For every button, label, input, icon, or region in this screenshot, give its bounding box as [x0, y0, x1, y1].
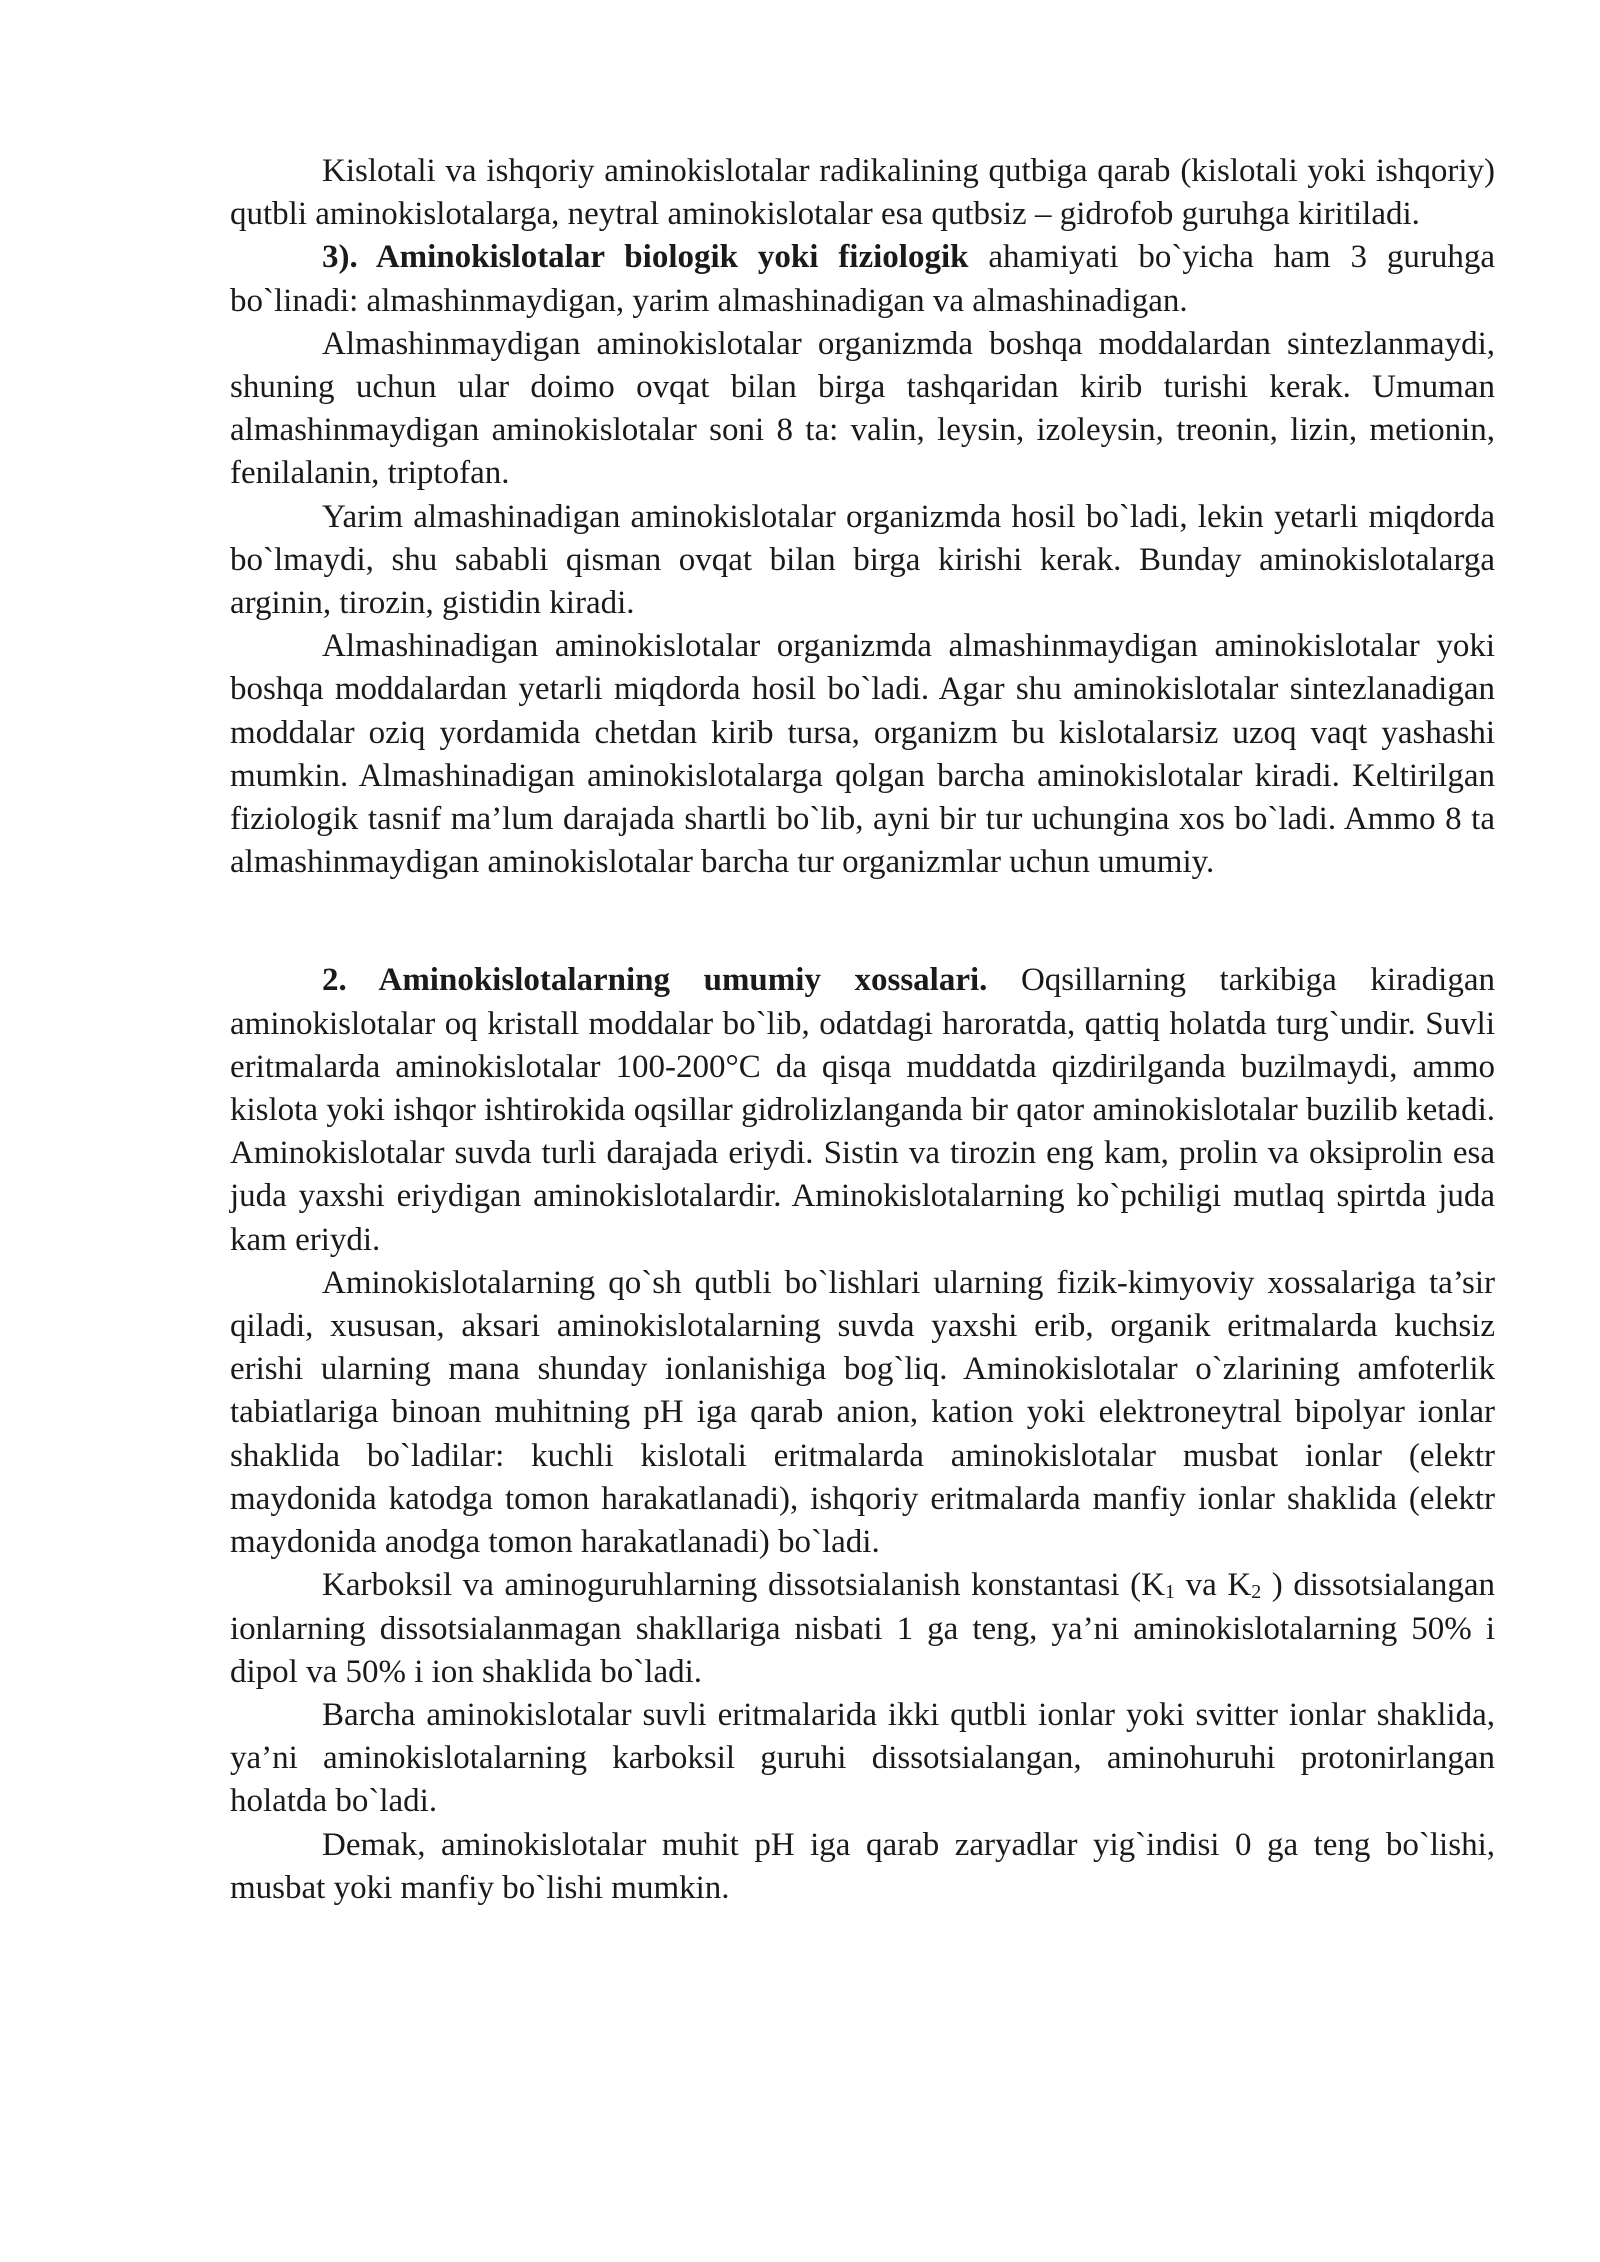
paragraph-general-properties: [230, 959, 1495, 1261]
paragraph-essential-amino-acids: Almashinmaydigan aminokislotalar organizmda boshqa moddalardan sintezlanmaydi, shuning uchun ular doimo ovqat bilan birga tashqaridan kirib turishi kerak. Umuman almashinmaydigan aminokislotalar soni 8 ta: valin, leysin, izoleysin, treonin, lizin, metionin, fenilalanin, triptofan.: [230, 325, 1495, 492]
subscript: 2: [1251, 1581, 1262, 1604]
section-gap: [230, 884, 1495, 959]
paragraph-dissociation-constants: [230, 1564, 1495, 1694]
paragraph-text: ahamiyati bo`yicha ham 3 guruhga bo`linadi: almashinmaydigan, yarim almashinadigan va almashinadigan.: [230, 239, 1495, 319]
paragraph-biological-classification: [230, 236, 1495, 322]
paragraph-acid-base-classification: Kislotali va ishqoriy aminokislotalar radikalining qutbiga qarab (kislotali yoki ishqoriy) qutbli aminokislotalarga, neytral aminokislotalar esa qutbsiz – gidrofob guruhga kiritiladi.: [230, 153, 1495, 233]
paragraph-semi-essential-amino-acids: Yarim almashinadigan aminokislotalar organizmda hosil bo`ladi, lekin yetarli miqdorda bo`lmaydi, shu sababli qisman ovqat bilan birga kirishi kerak. Bunday aminokislotalarga arginin, tirozin, gistidin kiradi.: [230, 498, 1495, 622]
paragraph-nonessential-amino-acids: Almashinadigan aminokislotalar organizmda almashinmaydigan aminokislotalar yoki boshqa moddalardan yetarli miqdorda hosil bo`ladi. Agar shu aminokislotalar sintezlanadigan moddalar oziq yordamida chetdan kirib tursa, organizm bu kislotalarsiz uzoq vaqt yashashi mumkin. Almashinadigan aminokislotalarga qolgan barcha aminokislotalar kiradi. Keltirilgan fiziologik tasnif ma’lum darajada shartli bo`lib, ayni bir tur uchungina xos bo`ladi. Ammo 8 ta almashinmaydigan aminokislotalar barcha tur organizmlar uchun umumiy.: [230, 628, 1495, 881]
paragraph-bipolar-ions: Aminokislotalarning qo`sh qutbli bo`lishlari ularning fizik-kimyoviy xossalariga ta’sir qiladi, xususan, aksari aminokislotalarning suvda yaxshi erib, organik eritmalarda kuchsiz erishi ularning mana shunday ionlanishiga bog`liq. Aminokislotalar o`zlarining amfoterlik tabiatlariga binoan muhitning pH iga qarab anion, kation yoki elektroneytral bipolyar ionlar shaklida bo`ladilar: kuchli kislotali eritmalarda aminokislotalar musbat ionlar (elektr maydonida katodga tomon harakatlanadi), ishqoriy eritmalarda manfiy ionlar shaklida (elektr maydonida anodga tomon harakatlanadi) bo`ladi.: [230, 1264, 1495, 1561]
subscript: 1: [1165, 1581, 1176, 1604]
text-segment: va K: [1175, 1567, 1252, 1604]
paragraph-zwitter-ions: Barcha aminokislotalar suvli eritmalarida ikki qutbli ionlar yoki svitter ionlar shaklida, ya’ni aminokislotalarning karboksil guruhi dissotsialangan, aminohuruhi protonirlangan holatda bo`ladi.: [230, 1696, 1495, 1820]
document-page: [230, 150, 1495, 1910]
text-segment: ) dissotsialangan ionlarning dissotsialanmagan shakllariga nisbati 1 ga teng, ya’ni aminokislotalarning 50% i dipol va 50% i ion shaklida bo`ladi.: [230, 1567, 1495, 1690]
paragraph-conclusion: Demak, aminokislotalar muhit pH iga qarab zaryadlar yig`indisi 0 ga teng bo`lishi, musbat yoki manfiy bo`lishi mumkin.: [230, 1826, 1495, 1906]
section-heading-3: 3). Aminokislotalar biologik yoki fiziologik: [322, 239, 969, 276]
text-segment: Karboksil va aminoguruhlarning dissotsialanish konstantasi (K: [322, 1567, 1166, 1604]
section-heading-2: 2. Aminokislotalarning umumiy xossalari.: [322, 962, 988, 999]
paragraph-text: Oqsillarning tarkibiga kiradigan aminokislotalar oq kristall moddalar bo`lib, odatdagi haroratda, qattiq holatda turg`undir. Suvli eritmalarda aminokislotalar 100-200°C da qisqa muddatda qizdirilganda buzilmaydi, ammo kislota yoki ishqor ishtirokida oqsillar gidrolizlanganda bir qator aminokislotalar buzilib ketadi. Aminokislotalar suvda turli darajada eriydi. Sistin va tirozin eng kam, prolin va oksiprolin esa juda yaxshi eriydigan aminokislotalardir. Aminokislotalarning ko`pchiligi mutlaq spirtda juda kam eriydi.: [230, 962, 1495, 1258]
